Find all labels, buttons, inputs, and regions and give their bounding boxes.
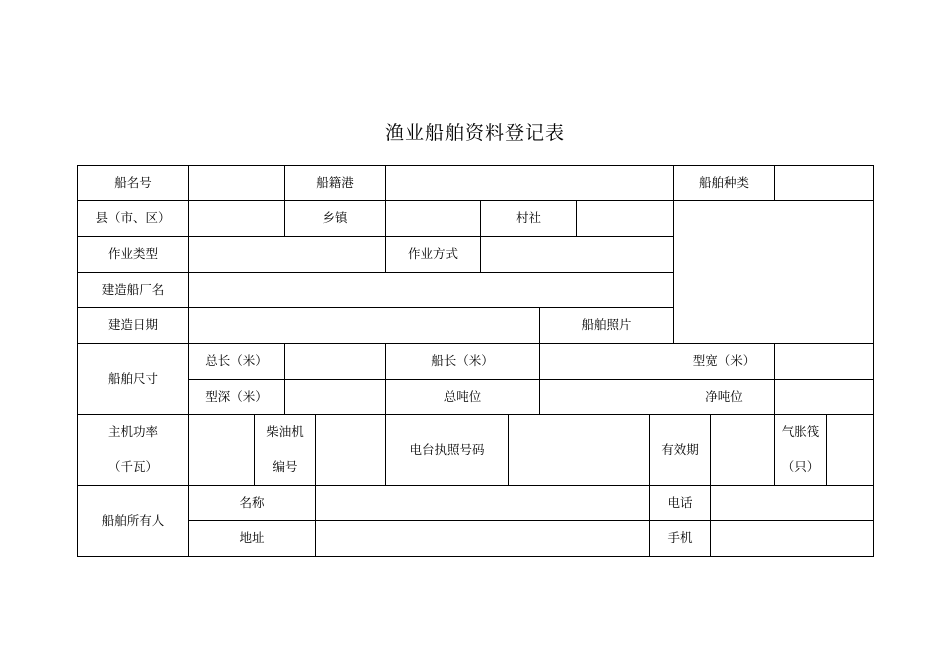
label-net-tonnage: 净吨位 — [705, 388, 743, 404]
label-ship-length: 船长（米） — [431, 353, 494, 369]
label-owner-mobile: 手机 — [667, 530, 693, 546]
label-ship-type: 船舶种类 — [698, 174, 749, 190]
label-village: 村社 — [515, 210, 541, 226]
label-county: 县（市、区） — [95, 210, 171, 226]
engine-power-field[interactable] — [189, 415, 254, 485]
home-port-field[interactable] — [386, 166, 673, 200]
total-length-field[interactable] — [285, 344, 385, 379]
raft-line1: 气胀筏 — [781, 424, 820, 440]
village-field[interactable] — [577, 201, 673, 236]
label-molded-breadth: 型宽（米） — [692, 353, 756, 369]
label-owner-address: 地址 — [239, 530, 265, 546]
label-home-port: 船籍港 — [316, 174, 354, 190]
work-type-field[interactable] — [189, 237, 385, 272]
label-owner-name: 名称 — [239, 494, 265, 510]
work-method-field[interactable] — [481, 237, 673, 272]
label-owner: 船舶所有人 — [101, 512, 165, 528]
molded-depth-field[interactable] — [285, 380, 385, 414]
label-molded-depth: 型深（米） — [205, 388, 268, 404]
validity-field[interactable] — [711, 415, 774, 485]
diesel-line1: 柴油机 — [266, 424, 304, 440]
net-tonnage-field[interactable] — [775, 380, 873, 414]
engine-power-line2: （千瓦） — [107, 459, 158, 475]
owner-address-field[interactable] — [316, 521, 649, 556]
label-owner-phone: 电话 — [667, 494, 693, 510]
label-diesel-number — [255, 415, 315, 485]
owner-name-field[interactable] — [316, 486, 649, 520]
label-radio-license: 电台执照号码 — [409, 441, 485, 457]
label-dimensions: 船舶尺寸 — [107, 370, 158, 386]
label-engine-power — [78, 415, 188, 485]
engine-power-line1: 主机功率 — [107, 424, 158, 440]
label-gross-tonnage: 总吨位 — [443, 388, 482, 404]
radio-license-field[interactable] — [509, 415, 649, 485]
label-total-length: 总长（米） — [205, 353, 268, 369]
diesel-line2: 编号 — [272, 459, 298, 475]
label-validity: 有效期 — [661, 441, 699, 457]
raft-line2: （只） — [781, 459, 820, 475]
county-field[interactable] — [189, 201, 284, 236]
label-ship-name: 船名号 — [114, 174, 152, 190]
ship-length-field[interactable] — [540, 344, 673, 379]
owner-phone-field[interactable] — [711, 486, 873, 520]
ship-name-field[interactable] — [189, 166, 284, 200]
town-field[interactable] — [386, 201, 480, 236]
label-work-method: 作业方式 — [407, 246, 458, 262]
ship-type-field[interactable] — [775, 166, 873, 200]
label-town: 乡镇 — [322, 210, 348, 226]
label-work-type: 作业类型 — [107, 246, 158, 262]
shipyard-field[interactable] — [189, 273, 673, 307]
label-shipyard: 建造船厂名 — [101, 281, 165, 297]
gross-tonnage-field[interactable] — [540, 380, 673, 414]
build-date-field[interactable] — [189, 308, 539, 343]
ship-photo-area[interactable] — [674, 201, 873, 343]
life-raft-field[interactable] — [827, 415, 873, 485]
form-title: 渔业船舶资料登记表 — [384, 122, 565, 144]
label-life-raft — [775, 415, 826, 485]
label-ship-photo: 船舶照片 — [581, 317, 632, 333]
diesel-number-field[interactable] — [316, 415, 385, 485]
label-build-date: 建造日期 — [107, 317, 158, 333]
molded-breadth-field[interactable] — [775, 344, 873, 379]
owner-mobile-field[interactable] — [711, 521, 873, 556]
